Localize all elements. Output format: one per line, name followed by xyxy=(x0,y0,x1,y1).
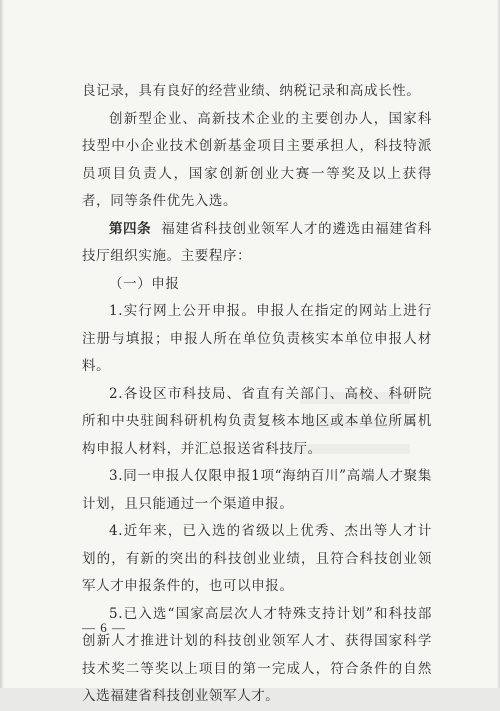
paragraph-1: 良记录，具有良好的经营业绩、纳税记录和高成长性。 xyxy=(82,83,421,99)
paragraph-item-3: 3.同一申报人仅限申报1项“海纳百川”高端人才聚集计划，且只能通过一个渠道申报。 xyxy=(82,468,432,512)
paragraph-item-4: 4.近年来，已入选的省级以上优秀、杰出等人才计划的，有新的突出的科技创业业绩，且符合科技创业领军人才申报条件的，也可以申报。 xyxy=(82,523,432,594)
paragraph-item-2: 2.各设区市科技局、省直有关部门、高校、科研院所和中央驻闽科研机构负责复核本地区或本单位所属机构申报人材料，并汇总报送省科技厅。 xyxy=(82,385,432,457)
page-number: — 6 — xyxy=(82,620,126,635)
paragraph-item-1: 1.实行网上公开申报。申报人在指定的网站上进行注册与填报；申报人所在单位负责核实本单位申报人材料。 xyxy=(82,303,432,374)
paragraph-2: 创新型企业、高新技术企业的主要创办人，国家科技型中小企业技术创新基金项目主要承担人，科技特派员项目负责人，国家创新创业大赛一等奖及以上获得者，同等条件优先入选。 xyxy=(82,110,432,209)
paragraph-item-5: 5.已入选“国家高层次人才特殊支持计划”和科技部创新人才推进计划的科技创业领军人才、获得国家科学技术奖二等奖以上项目的第一完成人，符合条件的自然入选福建省科技创业领军人才。 xyxy=(82,605,432,704)
paragraph-article-4 xyxy=(82,216,432,271)
article-4-text: 福建省科技创业领军人才的遴选由福建省科技厅组织实施。主要程序： xyxy=(82,220,432,264)
article-label: 第四条 xyxy=(109,220,152,237)
section-heading-application: （一）申报 xyxy=(109,275,180,292)
document-body xyxy=(82,78,432,711)
